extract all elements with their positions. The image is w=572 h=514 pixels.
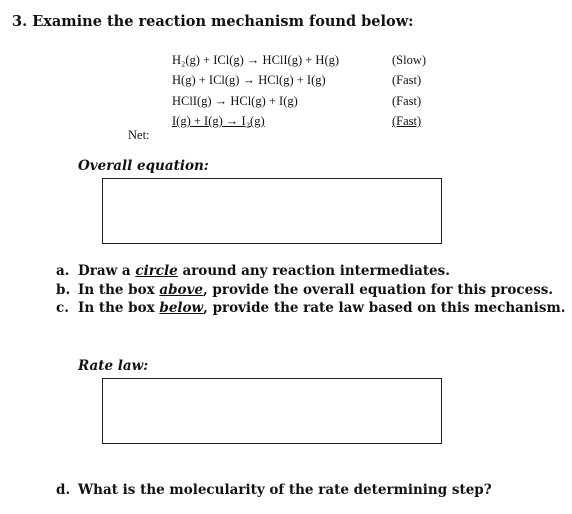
instruction-b-post: , provide the overall equation for this process. bbox=[203, 281, 554, 298]
mechanism-step-2: H(g) + ICl(g) → HCl(g) + I(g) bbox=[172, 73, 326, 87]
mechanism-rate-3: (Fast) bbox=[392, 94, 422, 108]
question-number: 3. bbox=[12, 13, 28, 30]
instruction-c-letter: c. bbox=[56, 300, 69, 316]
instruction-a-pre: Draw a bbox=[78, 263, 136, 279]
instruction-c-pre: In the box bbox=[78, 300, 160, 316]
instruction-c bbox=[56, 299, 565, 318]
mechanism-rate-2: (Fast) bbox=[392, 73, 422, 87]
instruction-a-key: circle bbox=[135, 263, 178, 279]
mechanism-rate-1: (Slow) bbox=[392, 53, 427, 67]
instruction-a-post: around any reaction intermediates. bbox=[177, 263, 450, 279]
question-d-text: What is the molecularity of the rate determining step? bbox=[78, 482, 492, 498]
question-title bbox=[12, 13, 414, 30]
mechanism-rate-4: (Fast) bbox=[392, 114, 422, 128]
instruction-b-key: above bbox=[159, 281, 203, 298]
mechanism-step-3: HClI(g) → HCl(g) + I(g) bbox=[172, 94, 298, 108]
instruction-b-pre: In the box bbox=[78, 281, 160, 298]
instructions-list bbox=[56, 262, 565, 318]
question-text: Examine the reaction mechanism found below: bbox=[32, 13, 414, 30]
instruction-a-letter: a. bbox=[56, 263, 70, 279]
net-label: Net: bbox=[128, 128, 150, 142]
mechanism-step-4: I(g) + I(g) → I₂(g) bbox=[172, 114, 265, 128]
instruction-b-letter: b. bbox=[56, 281, 71, 298]
overall-equation-box[interactable] bbox=[102, 178, 442, 244]
question-d bbox=[56, 482, 492, 498]
overall-equation-label: Overall equation: bbox=[78, 158, 209, 174]
mechanism-step-1: H₂(g) + ICl(g) → HClI(g) + H(g) bbox=[172, 53, 340, 67]
instruction-c-key: below bbox=[159, 300, 204, 316]
instruction-b bbox=[56, 281, 565, 300]
rate-law-label: Rate law: bbox=[78, 358, 149, 374]
instruction-a bbox=[56, 262, 565, 281]
rate-law-box[interactable] bbox=[102, 378, 442, 444]
question-d-letter: d. bbox=[56, 482, 71, 498]
instruction-c-post: , provide the rate law based on this mechanism. bbox=[203, 300, 566, 316]
